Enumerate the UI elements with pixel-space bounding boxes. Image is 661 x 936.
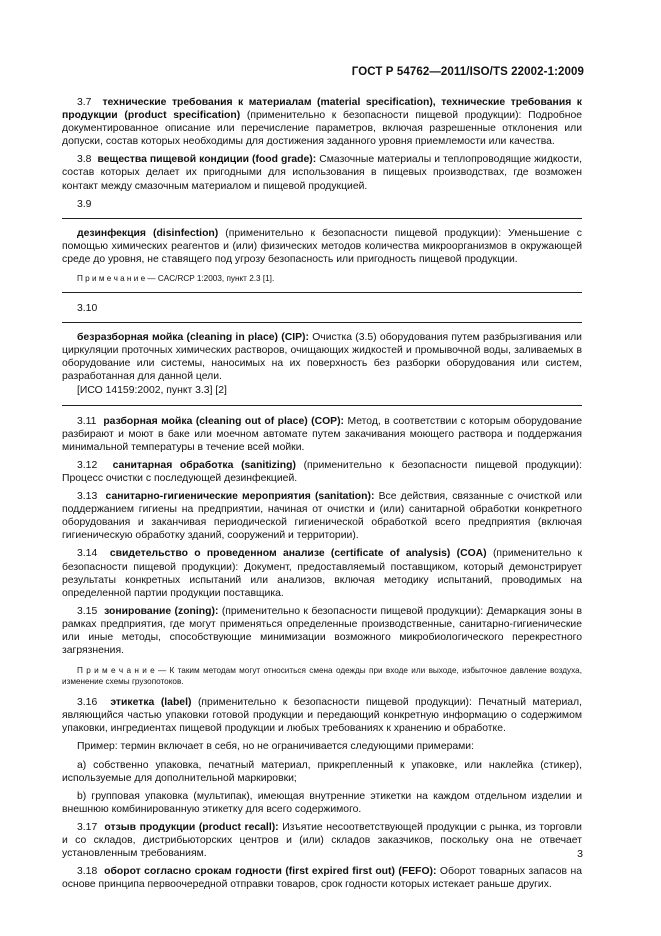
example-item-b: b) групповая упаковка (мультипак), имеющая внутренние этикетки на каждом отдельном изделии и внешнюю комбинированную этикетку для всего содержимого. [62, 790, 582, 815]
clause-3-10-box [62, 322, 582, 405]
clause-3-13: 3.13 санитарно-гигиенические мероприятия (sanitation): Все действия, связанные с очисткой или поддержанием гигиены на предприятии, начиная от очистки и (или) санитарной обработки конкретного оборудования и заканчивая периодической гигиенической обработкой всего предприятия (включая гигиеническую обработку зданий, сооружений и территории). [62, 491, 582, 542]
clause-3-15: 3.15 зонирование (zoning): (применительно к безопасности пищевой продукции): Демаркация зоны в рамках предприятия, где могут применяться определенные производственные, санитарно-гигиенические или иные методы, способствующие минимизации возможного микробиологического перекрестного загрязнения. [62, 605, 582, 657]
term: безразборная мойка (cleaning in place) (CIP): [77, 332, 309, 344]
term: дезинфекция (disinfection) [77, 227, 219, 239]
page-number: 3 [577, 848, 583, 860]
term: технические требования к материалам (material specification), технические требования к продукции (product specification) [62, 97, 582, 122]
clause-3-11: 3.11 разборная мойка (cleaning out of place) (COP): Метод, в соответствии с которым оборудование разбирают и моют в баке или моечном автомате путем закачивания моющего раствора и поддержания минимальной температуры в течение всей мойки. [62, 415, 582, 453]
clause-3-9-number: 3.9 [77, 198, 92, 210]
clause-3-8: 3.8 вещества пищевой кондиции (food grade): Смазочные материалы и теплопроводящие жидкости, состав которых делает их пригодными для использования в пищевых производствах, где возможен контакт между смазочным материалом и пищевой продукцией. [62, 154, 582, 192]
example: Пример: термин включает в себя, но не ограничивается следующими примерами: [77, 741, 474, 753]
clause-3-12: 3.12 санитарная обработка (sanitizing) (применительно к безопасности пищевой продукции): Процесс очистки с последующей дезинфекцией. [62, 459, 582, 484]
term: этикетка (label) [110, 697, 192, 709]
term: санитарно-гигиенические мероприятия (sanitation): [105, 491, 375, 503]
term: зонирование (zoning): [104, 605, 219, 617]
note: П р и м е ч а н и е — К таким методам могут относиться смена одежды при входе или выходе, избыточное давление воздуха, изменение схемы грузопотоков. [62, 666, 582, 687]
term: вещества пищевой кондиции (food grade): [97, 154, 317, 166]
term: санитарная обработка (sanitizing) [112, 459, 296, 471]
term: разборная мойка (cleaning out of place) (COP): [103, 415, 345, 427]
reference: [ИСО 14159:2002, пункт 3.3] [2] [77, 384, 227, 396]
clause-3-7: 3.7 технические требования к материалам (material specification), технические требования к продукции (product specification) (применительно к безопасности пищевой продукции): Подробное документированное описание или перечисление параметров, включая разрешенные отклонения или допуски, состав которых необходимы для достижения заданного уровня приемлемости или качества. [62, 97, 583, 148]
clause-3-9-box [62, 218, 582, 293]
standard-header: ГОСТ Р 54762—2011/ISO/TS 22002-1:2009 [351, 66, 584, 78]
term: оборот согласно срокам годности (first expired first out) (FEFO): [104, 866, 437, 878]
clause-3-10: безразборная мойка (cleaning in place) (CIP): Очистка (3.5) оборудования путем разбрызгивания или циркуляции проточных химических растворов, очищающих жидкостей и промывочной воды, заливаемых в оборудование или системы, наносимых на их поверхность без разборки оборудования или систем, разработанная для данной цели. [62, 332, 582, 383]
clause-3-16: 3.16 этикетка (label) (применительно к безопасности пищевой продукции): Печатный материал, являющийся частью упаковки готовой продукции и передающий конкретную информацию о содержимом упаковки, ингредиентах пищевой продукции и любых требованиях к хранению и обработке. [62, 697, 582, 735]
term: отзыв продукции (product recall): [104, 821, 279, 833]
clause-3-18: 3.18 оборот согласно срокам годности (first expired first out) (FEFO): Оборот товарных запасов на основе принципа первоочередной отправки товаров, срок годности которых истекает раньше других. [62, 866, 582, 891]
note: П р и м е ч а н и е — CAC/RCP 1:2003, пункт 2.3 [1]. [77, 274, 275, 284]
term: свидетельство о проведенном анализе (certificate of analysis) (COA) [109, 548, 487, 560]
clause-3-10-number: 3.10 [77, 303, 98, 315]
clause-3-17: 3.17 отзыв продукции (product recall): Изъятие несоответствующей продукции с рынка, из торговли и со складов, дистрибьюторских центров и (или) складов заказчиков, поскольку она не отвечает установленным требованиям. [62, 821, 582, 860]
example-item-a: а) собственно упаковка, печатный материал, прикрепленный к упаковке, или наклейка (стикер), используемые для дополнительной маркировки; [62, 759, 582, 784]
document-body [62, 96, 582, 891]
clause-3-14: 3.14 свидетельство о проведенном анализе (certificate of analysis) (COA) (применительно к безопасности пищевой продукции): Документ, предоставляемый поставщиком, который демонстрирует результаты конкретных испытаний или анализов, включая методику испытаний, проводимых на определенной партии продукции поставщика. [62, 548, 582, 599]
clause-3-9: дезинфекция (disinfection) (применительно к безопасности пищевой продукции): Уменьшение с помощью химических реагентов и (или) физических методов количества микроорганизмов в окружающей среде до уровня, не ставящего под угрозу безопасность или пригодность пищевой продукции. [62, 227, 582, 265]
